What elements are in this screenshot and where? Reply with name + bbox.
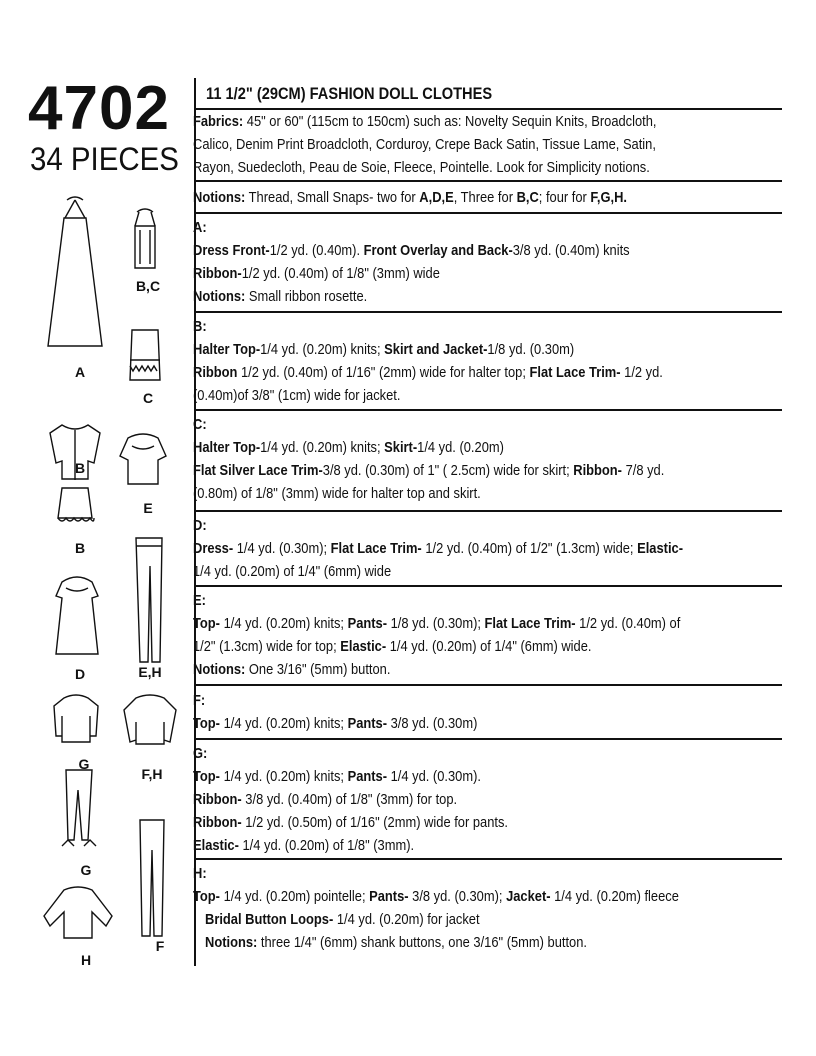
figure-label-c: C [142,390,154,406]
pants-f-icon [140,820,164,936]
section-h-heading: H: [193,865,207,882]
section-b-line-2: Ribbon 1/2 yd. (0.40m) of 1/16" (2mm) wide for halter top; Flat Lace Trim- 1/2 yd. [193,364,663,381]
figure-label-g: G [78,756,90,772]
peasant-top-e-icon [120,434,166,484]
divider [194,858,782,860]
section-c-line-1: Halter Top-1/4 yd. (0.20m) knits; Skirt-1/4 yd. (0.20m) [193,439,504,456]
skirt-b-icon [58,488,94,521]
figure-label-fh: F,H [141,766,163,782]
figure-label-bc: B,C [135,278,161,294]
section-h-line-2: Bridal Button Loops- 1/4 yd. (0.20m) for jacket [205,911,480,928]
figure-label-eh: E,H [138,664,162,680]
pants-eh-icon [136,538,162,662]
figure-label-f: F [155,938,165,954]
dress-d-icon [56,577,98,654]
notions-line: Notions: Thread, Small Snaps- two for A,D,E, Three for B,C; four for F,G,H. [193,189,627,206]
jacket-h-icon [44,887,112,938]
halter-top-bc-icon [135,209,155,268]
figure-label-g-pants: G [80,862,92,878]
divider [194,180,782,182]
divider [194,311,782,313]
pattern-number: 4702 [28,74,170,143]
section-g-line-1: Top- 1/4 yd. (0.20m) knits; Pants- 1/4 yd. (0.30m). [193,768,481,785]
section-b-heading: B: [193,318,207,335]
section-h-line-1: Top- 1/4 yd. (0.20m) pointelle; Pants- 3/8 yd. (0.30m); Jacket- 1/4 yd. (0.20m) fleece [193,888,679,905]
top-fh-icon [124,695,176,744]
gown-a-icon [48,197,102,346]
section-e-line-3: Notions: One 3/16" (5mm) button. [193,661,391,678]
divider [194,585,782,587]
section-f-heading: F: [193,692,206,709]
section-g-line-3: Ribbon- 1/2 yd. (0.50m) of 1/16" (2mm) wide for pants. [193,814,509,831]
section-c-line-3: (0.80m) of 1/8" (3mm) wide for halter top and skirt. [193,485,481,502]
page-title: 11 1/2" (29CM) FASHION DOLL CLOTHES [206,84,493,103]
section-f-line-1: Top- 1/4 yd. (0.20m) knits; Pants- 3/8 yd. (0.30m) [193,715,478,732]
garment-illustrations [40,190,190,970]
section-g-line-4: Elastic- 1/4 yd. (0.20m) of 1/8" (3mm). [193,837,415,854]
section-b-line-1: Halter Top-1/4 yd. (0.20m) knits; Skirt and Jacket-1/8 yd. (0.30m) [193,341,575,358]
figure-label-h: H [80,952,92,968]
figure-label-b-skirt: B [74,540,86,556]
section-e-line-1: Top- 1/4 yd. (0.20m) knits; Pants- 1/8 yd. (0.30m); Flat Lace Trim- 1/2 yd. (0.40m) of [193,615,681,632]
section-d-line-2: 1/4 yd. (0.20m) of 1/4" (6mm) wide [193,563,392,580]
fabrics-line-3: Rayon, Suedecloth, Peau de Soie, Fleece, Pointelle. Look for Simplicity notions. [193,159,650,176]
section-d-line-1: Dress- 1/4 yd. (0.30m); Flat Lace Trim- 1/2 yd. (0.40m) of 1/2" (1.3cm) wide; Elastic- [193,540,683,557]
section-g-heading: G: [193,745,208,762]
section-c-heading: C: [193,416,207,433]
section-a-line-3: Notions: Small ribbon rosette. [193,288,368,305]
figure-label-e: E [143,500,153,516]
section-e-line-2: 1/2" (1.3cm) wide for top; Elastic- 1/4 yd. (0.20m) of 1/4" (6mm) wide. [193,638,592,655]
fabrics-line-1: Fabrics: 45" or 60" (115cm to 150cm) such as: Novelty Sequin Knits, Broadcloth, [193,113,657,130]
section-h-line-3: Notions: three 1/4" (6mm) shank buttons, one 3/16" (5mm) button. [205,934,587,951]
divider [194,409,782,411]
section-g-line-2: Ribbon- 3/8 yd. (0.40m) of 1/8" (3mm) for top. [193,791,458,808]
section-a-line-1: Dress Front-1/2 yd. (0.40m). Front Overlay and Back-3/8 yd. (0.40m) knits [193,242,630,259]
figure-label-d: D [74,666,86,682]
section-a-line-2: Ribbon-1/2 yd. (0.40m) of 1/8" (3mm) wide [193,265,440,282]
piece-count: 34 PIECES [30,141,179,177]
fabrics-line-2: Calico, Denim Print Broadcloth, Corduroy, Crepe Back Satin, Tissue Lame, Satin, [193,136,656,153]
section-c-line-2: Flat Silver Lace Trim-3/8 yd. (0.30m) of 1" ( 2.5cm) wide for skirt; Ribbon- 7/8 yd. [193,462,665,479]
section-e-heading: E: [193,592,206,609]
divider [194,738,782,740]
divider [194,212,782,214]
lace-skirt-c-icon [130,330,160,380]
section-a-heading: A: [193,219,207,236]
divider [194,684,782,686]
divider [194,510,782,512]
section-d-heading: D: [193,517,207,534]
figure-label-b: B [74,460,86,476]
top-g-icon [54,695,98,742]
figure-label-a: A [74,364,86,380]
pants-g-icon [62,770,96,846]
section-b-line-3: (0.40m)of 3/8" (1cm) wide for jacket. [193,387,401,404]
